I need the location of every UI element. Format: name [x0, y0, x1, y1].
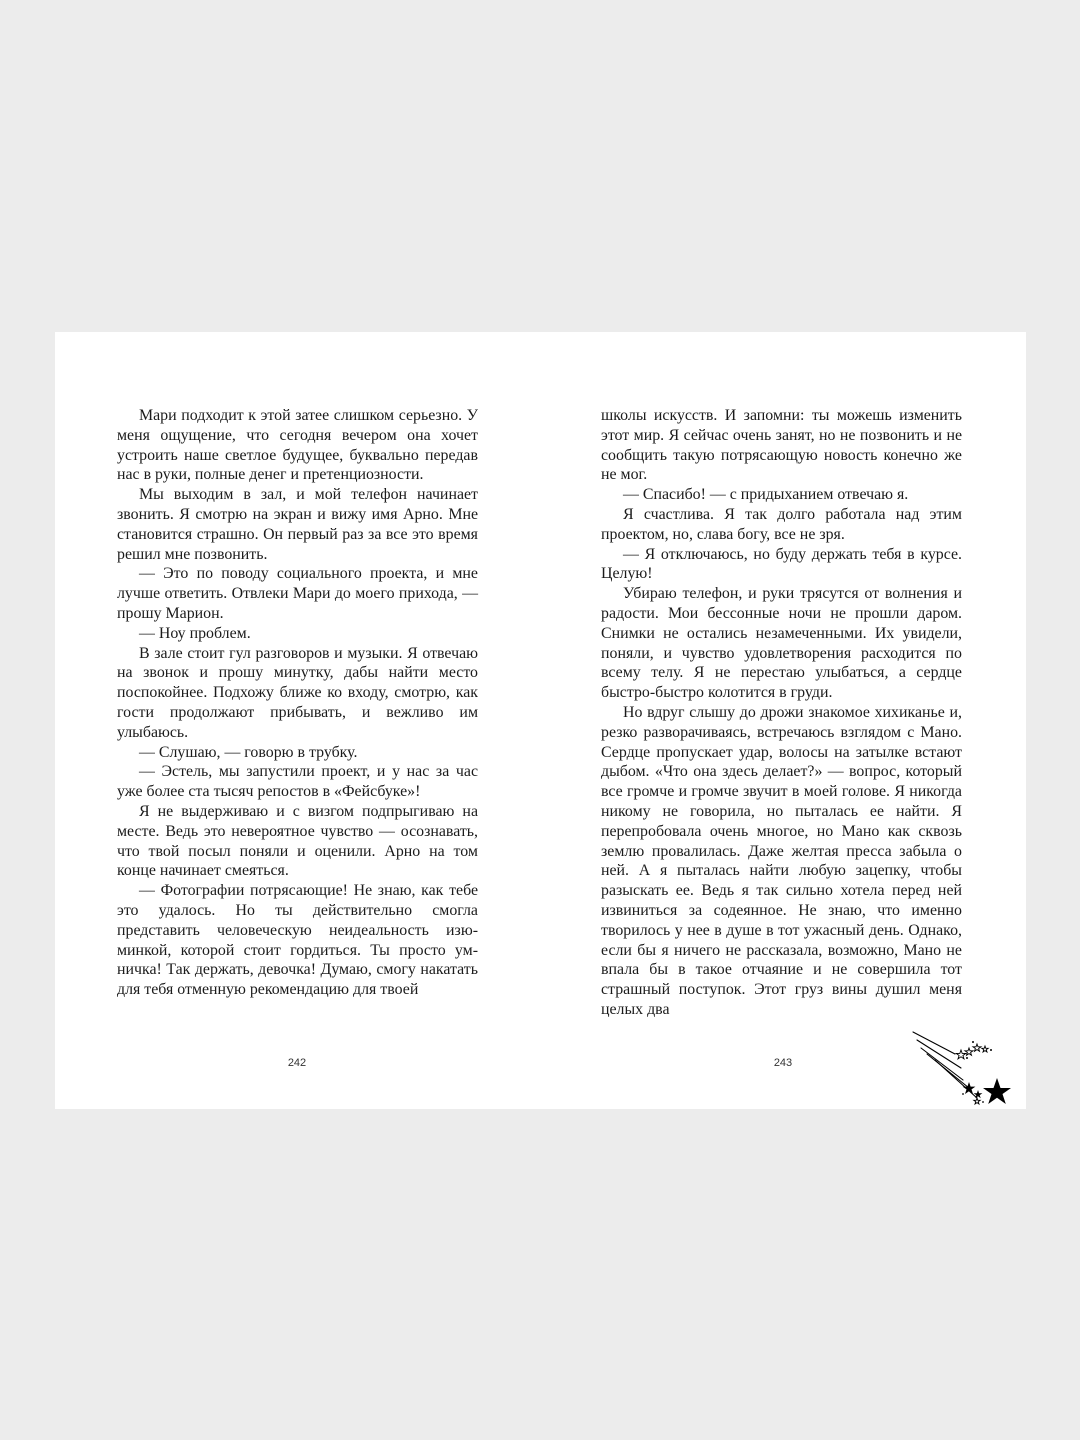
- paragraph: В зале стоит гул разговоров и музыки. Я отвечаю на звонок и прошу минутку, дабы найти место поспокойнее. Подхожу ближе ко входу, смотрю, как гости продолжают прибывать, и вежливо им улыбаюсь.: [117, 644, 478, 741]
- book-spread: [55, 332, 1026, 1109]
- paragraph: — Эстель, мы запустили проект, и у нас за час уже более ста тысяч репостов в «Фейсбуке»!: [117, 763, 478, 801]
- paragraph: — Фотографии потрясающие! Не знаю, как тебе это удалось. Но ты действительно смогла представить человеческую неидеальность изюминкой, которой стоит гордиться. Ты просто умничка! Так держать, девочка! Думаю, смогу накатать для тебя отменную рекомендацию для твоей: [117, 882, 478, 999]
- paragraph: — Я отключаюсь, но буду держать тебя в курсе. Целую!: [601, 545, 962, 583]
- right-page-text: [601, 406, 962, 1020]
- paragraph: — Спасибо! — с придыханием отвечаю я.: [623, 486, 909, 504]
- paragraph: Я не выдерживаю и с визгом подпрыгиваю на месте. Ведь это невероятное чувство — осознавать, что твой посыл поняли и оценили. Арно на том конце начинает смеяться.: [117, 802, 478, 880]
- paragraph: Я счастлива. Я так долго работала над этим проектом, но, слава богу, все не зря.: [601, 505, 962, 543]
- paragraph: — Ноу проблем.: [139, 624, 251, 642]
- paragraph: Но вдруг слышу до дрожи знакомое хихиканье и, резко разворачиваясь, встречаюсь взглядом с Мано. Сердце пропускает удар, волосы на затылке встают дыбом. «Что она здесь делает?» — вопрос, который все громче и громче звучит в моей голове. Я никогда никому не говорила, но пыталась ее найти. Я перепробовала очень многое, но Мано как сквозь землю провалилась. Даже желтая пресса забыла о ней. А я пыталась найти любую зацепку, чтобы разыскать ее. Ведь я так сильно хотела перед ней извиниться за содеянное. Не знаю, что именно творилось у нее в душе в тот ужасный день. Однако, если бы я ничего не рассказала, возможно, Мано не впала бы в такое отчаяние и не совершила тот страшный поступок. Этот груз вины душил меня целых два: [601, 703, 962, 1018]
- left-page-text: [117, 406, 478, 1000]
- paragraph: Мари подходит к этой затее слишком серьезно. У меня ощущение, что сегодня вечером она хочет устроить наше светлое будущее, буквально передав нас в руки, полные денег и претенциозности.: [117, 407, 478, 484]
- paragraph-continuation: школы искусств. И запомни: ты можешь изменить этот мир. Я сейчас очень занят, но не позвонить и не сообщить такую потрясающую новость конечно же не мог.: [601, 407, 962, 484]
- paragraph: — Это по поводу социального проекта, и мне лучше ответить. Отвлеки Мари до моего прихода, — прошу Марион.: [117, 565, 478, 622]
- page-number-right: 243: [773, 1057, 793, 1069]
- page-number-left: 242: [287, 1057, 307, 1069]
- paragraph: Убираю телефон, и руки трясутся от волнения и радости. Мои бессонные ночи не прошли даром. Снимки не остались незамеченными. Их увидели, поняли, и чувство удовлетворения расходится по всему телу. Я не перестаю улыбаться, а сердце быстро-быстро колотится в груди.: [601, 585, 962, 702]
- paragraph: — Слушаю, — говорю в трубку.: [139, 743, 358, 761]
- paragraph: Мы выходим в зал, и мой телефон начинает звонить. Я смотрю на экран и вижу имя Арно. Мне становится страшно. Он первый раз за все это время решил мне позвонить.: [117, 486, 478, 563]
- shooting-stars-icon: [911, 1028, 1015, 1108]
